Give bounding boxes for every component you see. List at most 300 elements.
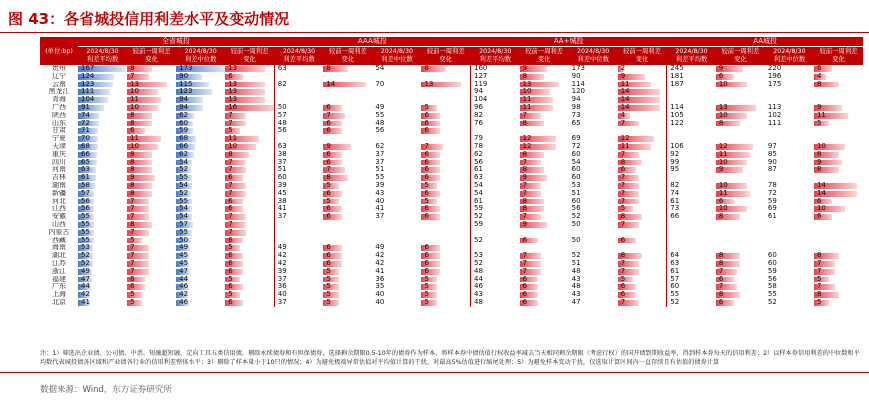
cell-value: 9 <box>522 174 528 182</box>
cell-value: 40 <box>277 291 287 299</box>
value-cell <box>225 229 274 237</box>
cell-value: 5 <box>424 103 429 111</box>
cell-value: 53 <box>474 252 483 260</box>
value-cell <box>323 190 372 198</box>
value-cell <box>127 244 176 252</box>
table-row <box>40 135 863 143</box>
cell-value: 39 <box>277 267 287 275</box>
value-cell <box>667 104 716 112</box>
value-cell <box>274 88 323 96</box>
cell-value: 48 <box>474 267 483 275</box>
value-cell <box>274 143 323 151</box>
cell-value: 37 <box>277 298 287 306</box>
cell-value: 12 <box>522 142 532 150</box>
cell-value: 60 <box>179 119 189 127</box>
value-cell <box>471 221 520 229</box>
value-cell <box>765 143 814 151</box>
cell-value: 42 <box>179 291 189 299</box>
cell-value: 9 <box>130 174 135 182</box>
value-cell <box>716 73 765 81</box>
value-cell <box>520 182 569 190</box>
table-row <box>40 229 863 237</box>
cell-value: 8 <box>424 65 429 72</box>
cell-value: 36 <box>375 275 385 283</box>
cell-value: 6 <box>326 158 331 166</box>
cell-value: 102 <box>767 111 782 119</box>
value-cell <box>765 81 814 89</box>
cell-value: 59 <box>179 127 189 135</box>
table-row <box>40 237 863 245</box>
value-cell <box>421 81 470 89</box>
cell-value: 50 <box>571 236 581 244</box>
cell-value: 7 <box>228 189 233 197</box>
column-header: 较前一周利差 变化 <box>716 47 765 66</box>
province-name: 江苏 <box>52 259 66 267</box>
value-cell <box>471 291 520 299</box>
value-cell <box>667 237 716 245</box>
value-cell <box>421 182 470 190</box>
cell-value: 59 <box>767 197 777 205</box>
cell-value: 12 <box>522 135 532 143</box>
value-cell <box>274 260 323 268</box>
value-cell <box>765 127 814 135</box>
value-cell <box>78 166 127 174</box>
column-header: 较前一周利差 变化 <box>323 47 372 66</box>
value-cell <box>274 198 323 206</box>
value-cell <box>814 159 863 167</box>
cell-value: 14 <box>816 189 826 197</box>
cell-value: 11 <box>620 142 630 150</box>
province-name: 陕西 <box>52 111 66 119</box>
value-cell <box>176 135 225 143</box>
cell-value: 44 <box>179 275 189 283</box>
cell-value: 59 <box>767 267 777 275</box>
cell-value: 5 <box>228 244 233 252</box>
value-cell <box>471 166 520 174</box>
value-cell <box>323 198 372 206</box>
cell-value: 49 <box>277 244 287 252</box>
cell-value: 5 <box>326 267 331 275</box>
value-cell <box>520 299 569 307</box>
value-cell <box>765 73 814 81</box>
value-cell <box>78 127 127 135</box>
value-cell <box>618 283 667 291</box>
cell-value: 60 <box>571 150 581 158</box>
cell-value: 111 <box>767 119 782 127</box>
cell-value: 5 <box>424 291 429 299</box>
value-cell <box>421 221 470 229</box>
cell-value: 11 <box>522 96 532 104</box>
value-cell <box>372 252 421 260</box>
cell-value: 55 <box>81 236 90 244</box>
cell-value: 6 <box>228 72 233 80</box>
cell-value: 63 <box>277 142 287 150</box>
cell-value: 6 <box>620 166 626 174</box>
value-cell <box>176 190 225 198</box>
value-cell <box>520 229 569 237</box>
value-cell <box>716 127 765 135</box>
value-cell <box>667 96 716 104</box>
value-cell <box>716 198 765 206</box>
value-cell <box>716 112 765 120</box>
value-cell <box>667 151 716 159</box>
value-cell <box>372 174 421 182</box>
table-row <box>40 127 863 135</box>
cell-value: 8 <box>522 197 528 205</box>
cell-value: 14 <box>620 88 630 96</box>
value-cell <box>765 237 814 245</box>
value-cell <box>372 276 421 284</box>
value-cell <box>765 268 814 276</box>
value-cell <box>323 112 372 120</box>
value-cell <box>667 268 716 276</box>
cell-value: 6 <box>228 236 233 244</box>
value-cell <box>471 276 520 284</box>
cell-value: 8 <box>816 166 822 174</box>
value-cell <box>618 104 667 112</box>
province-name: 天津 <box>52 142 66 150</box>
value-cell <box>569 198 618 206</box>
value-cell <box>323 276 372 284</box>
cell-value: 160 <box>474 65 488 72</box>
value-cell <box>323 205 372 213</box>
value-cell <box>372 81 421 89</box>
cell-value: 6 <box>326 259 331 267</box>
value-cell <box>176 252 225 260</box>
value-cell <box>520 166 569 174</box>
value-cell <box>765 213 814 221</box>
cell-value: 12 <box>718 142 728 150</box>
table-row <box>40 252 863 260</box>
cell-value: 7 <box>130 244 135 252</box>
value-cell <box>667 190 716 198</box>
value-cell <box>78 73 127 81</box>
value-cell <box>274 174 323 182</box>
cell-value: 53 <box>571 181 581 189</box>
cell-value: 7 <box>228 213 233 221</box>
value-cell <box>127 88 176 96</box>
province-name: 安徽 <box>52 213 66 221</box>
cell-value: 43 <box>571 291 581 299</box>
value-cell <box>225 291 274 299</box>
table-row <box>40 205 863 213</box>
cell-value: 6 <box>326 205 331 213</box>
value-cell <box>618 237 667 245</box>
value-cell <box>765 159 814 167</box>
value-cell <box>127 81 176 89</box>
value-cell <box>274 190 323 198</box>
cell-value: 7 <box>522 259 528 267</box>
table-row <box>40 260 863 268</box>
value-cell <box>127 276 176 284</box>
cell-value: 72 <box>81 119 90 127</box>
cell-value: 7 <box>228 166 233 174</box>
table-row <box>40 244 863 252</box>
value-cell <box>127 260 176 268</box>
value-cell <box>520 127 569 135</box>
value-cell <box>716 190 765 198</box>
cell-value: 57 <box>277 111 287 119</box>
cell-value: 52 <box>571 252 581 260</box>
value-cell <box>78 283 127 291</box>
value-cell <box>667 159 716 167</box>
value-cell <box>618 276 667 284</box>
value-cell <box>765 96 814 104</box>
cell-value: 37 <box>277 213 287 221</box>
cell-value: 7 <box>620 267 626 275</box>
cell-value: 51 <box>571 259 581 267</box>
value-cell <box>176 268 225 276</box>
value-cell <box>765 166 814 174</box>
value-cell <box>323 213 372 221</box>
province-name: 江西 <box>52 205 66 213</box>
province-name: 湖北 <box>52 252 66 260</box>
group-header: AA城投 <box>667 37 863 47</box>
value-cell <box>520 81 569 89</box>
value-cell <box>78 291 127 299</box>
value-cell <box>372 96 421 104</box>
cell-value: 5 <box>424 197 429 205</box>
cell-value: 58 <box>767 283 777 291</box>
cell-value: 7 <box>130 228 135 236</box>
cell-value: 106 <box>670 142 684 150</box>
value-cell <box>618 73 667 81</box>
cell-value: 10 <box>522 88 532 96</box>
value-cell <box>520 88 569 96</box>
value-cell <box>716 81 765 89</box>
cell-value: 14 <box>816 181 826 189</box>
cell-value: 39 <box>375 181 385 189</box>
value-cell <box>716 96 765 104</box>
value-cell <box>814 252 863 260</box>
value-cell <box>471 143 520 151</box>
value-cell <box>274 127 323 135</box>
cell-value: 245 <box>670 65 684 72</box>
cell-value: 7 <box>228 158 233 166</box>
cell-value: 6 <box>522 275 528 283</box>
value-cell <box>372 104 421 112</box>
cell-value: 5 <box>326 275 331 283</box>
value-cell <box>471 96 520 104</box>
cell-value: 55 <box>179 228 189 236</box>
cell-value: 104 <box>474 96 488 104</box>
value-cell <box>78 135 127 143</box>
cell-value: 65 <box>81 158 90 166</box>
cell-value: 73 <box>571 111 581 119</box>
cell-value: 6 <box>816 197 822 205</box>
cell-value: 16 <box>228 103 238 111</box>
cell-value: 6 <box>228 252 233 260</box>
province-name: 福建 <box>52 275 66 283</box>
value-cell <box>765 65 814 73</box>
value-cell <box>372 291 421 299</box>
value-cell <box>372 182 421 190</box>
value-cell <box>225 65 274 73</box>
cell-value: 94 <box>179 96 189 104</box>
value-cell <box>618 143 667 151</box>
cell-value: 90 <box>767 158 777 166</box>
value-cell <box>765 291 814 299</box>
change-bar <box>618 206 633 212</box>
value-cell <box>78 276 127 284</box>
table-row <box>40 96 863 104</box>
value-cell <box>176 88 225 96</box>
cell-value: 8 <box>718 119 724 127</box>
value-cell <box>176 291 225 299</box>
cell-value: 63 <box>277 65 287 72</box>
value-cell <box>618 159 667 167</box>
cell-value: 62 <box>179 111 189 119</box>
cell-value: 42 <box>277 259 287 267</box>
province-name: 广西 <box>52 103 66 111</box>
value-cell <box>814 182 863 190</box>
cell-value: 7 <box>130 205 135 213</box>
value-cell <box>274 65 323 73</box>
value-cell <box>78 213 127 221</box>
value-cell <box>225 120 274 128</box>
value-cell <box>225 268 274 276</box>
value-cell <box>569 174 618 182</box>
value-cell <box>274 268 323 276</box>
cell-value: 181 <box>670 72 684 80</box>
value-cell <box>814 135 863 143</box>
cell-value: 56 <box>571 205 581 213</box>
value-cell <box>176 81 225 89</box>
cell-value: 62 <box>375 142 385 150</box>
value-cell <box>78 151 127 159</box>
value-cell <box>569 127 618 135</box>
cell-value: 13 <box>228 65 238 72</box>
value-cell <box>323 283 372 291</box>
cell-value: 6 <box>424 267 429 275</box>
province-name: 海南 <box>52 244 66 252</box>
value-cell <box>421 135 470 143</box>
value-cell <box>520 120 569 128</box>
cell-value: 6 <box>424 244 429 252</box>
value-cell <box>618 65 667 73</box>
value-cell <box>765 205 814 213</box>
cell-value: 173 <box>571 65 586 72</box>
cell-value: 5 <box>326 298 331 306</box>
value-cell <box>225 283 274 291</box>
cell-value: 10 <box>718 205 728 213</box>
value-cell <box>176 283 225 291</box>
value-cell <box>323 65 372 73</box>
cell-value: 52 <box>474 213 483 221</box>
value-cell <box>127 159 176 167</box>
cell-value: 56 <box>81 205 90 213</box>
value-cell <box>372 205 421 213</box>
value-cell <box>667 81 716 89</box>
value-cell <box>176 237 225 245</box>
cell-value: 5 <box>620 275 626 283</box>
cell-value: 47 <box>81 275 90 283</box>
value-cell <box>372 198 421 206</box>
value-cell <box>814 88 863 96</box>
value-cell <box>127 221 176 229</box>
value-cell <box>667 73 716 81</box>
value-cell <box>618 151 667 159</box>
province-name: 四川 <box>52 158 66 166</box>
province-name: 甘肃 <box>52 127 66 135</box>
cell-value: 7 <box>522 158 528 166</box>
cell-value: 63 <box>474 174 483 182</box>
value-cell <box>667 276 716 284</box>
cell-value: 11 <box>130 135 139 143</box>
cell-value: 8 <box>522 166 528 174</box>
cell-value: 82 <box>670 181 680 189</box>
cell-value: 78 <box>474 142 483 150</box>
value-cell <box>274 73 323 81</box>
cell-value: 7 <box>130 213 135 221</box>
value-cell <box>765 229 814 237</box>
value-cell <box>667 112 716 120</box>
value-cell <box>814 73 863 81</box>
cell-value: 49 <box>179 244 189 252</box>
cell-value: 54 <box>571 158 581 166</box>
column-header: 较前一周利差 变化 <box>421 47 470 66</box>
cell-value: 45 <box>179 252 189 260</box>
value-cell <box>323 229 372 237</box>
value-cell <box>667 205 716 213</box>
value-cell <box>814 174 863 182</box>
cell-value: 7 <box>130 197 135 205</box>
value-cell <box>520 112 569 120</box>
value-cell <box>323 182 372 190</box>
cell-value: 57 <box>81 189 90 197</box>
value-cell <box>372 120 421 128</box>
cell-value: 5 <box>326 181 331 189</box>
cell-value: 5 <box>816 119 822 127</box>
cell-value: 10 <box>130 142 139 150</box>
value-cell <box>814 143 863 151</box>
value-cell <box>569 221 618 229</box>
value-cell <box>274 291 323 299</box>
value-cell <box>176 166 225 174</box>
table-row <box>40 81 863 89</box>
cell-value: 46 <box>179 283 189 291</box>
cell-value: 69 <box>767 205 777 213</box>
value-cell <box>814 190 863 198</box>
value-cell <box>274 213 323 221</box>
value-cell <box>765 244 814 252</box>
value-cell <box>716 237 765 245</box>
value-cell <box>716 244 765 252</box>
cell-value: 6 <box>228 205 233 213</box>
value-cell <box>569 143 618 151</box>
cell-value: 55 <box>81 228 90 236</box>
value-cell <box>814 198 863 206</box>
cell-value: 55 <box>767 291 777 299</box>
cell-value: 8 <box>326 65 331 72</box>
group-header: 全省城投 <box>78 37 274 47</box>
value-cell <box>78 182 127 190</box>
cell-value: 6 <box>620 291 626 299</box>
cell-value: 7 <box>228 119 233 127</box>
value-cell <box>618 135 667 143</box>
value-cell <box>520 276 569 284</box>
cell-value: 51 <box>277 166 287 174</box>
table-row <box>40 120 863 128</box>
cell-value: 7 <box>130 252 135 260</box>
cell-value: 50 <box>179 236 189 244</box>
cell-value: 60 <box>670 283 680 291</box>
table-row <box>40 88 863 96</box>
value-cell <box>127 112 176 120</box>
value-cell <box>225 135 274 143</box>
value-cell <box>569 88 618 96</box>
cell-value: 9 <box>816 103 822 111</box>
